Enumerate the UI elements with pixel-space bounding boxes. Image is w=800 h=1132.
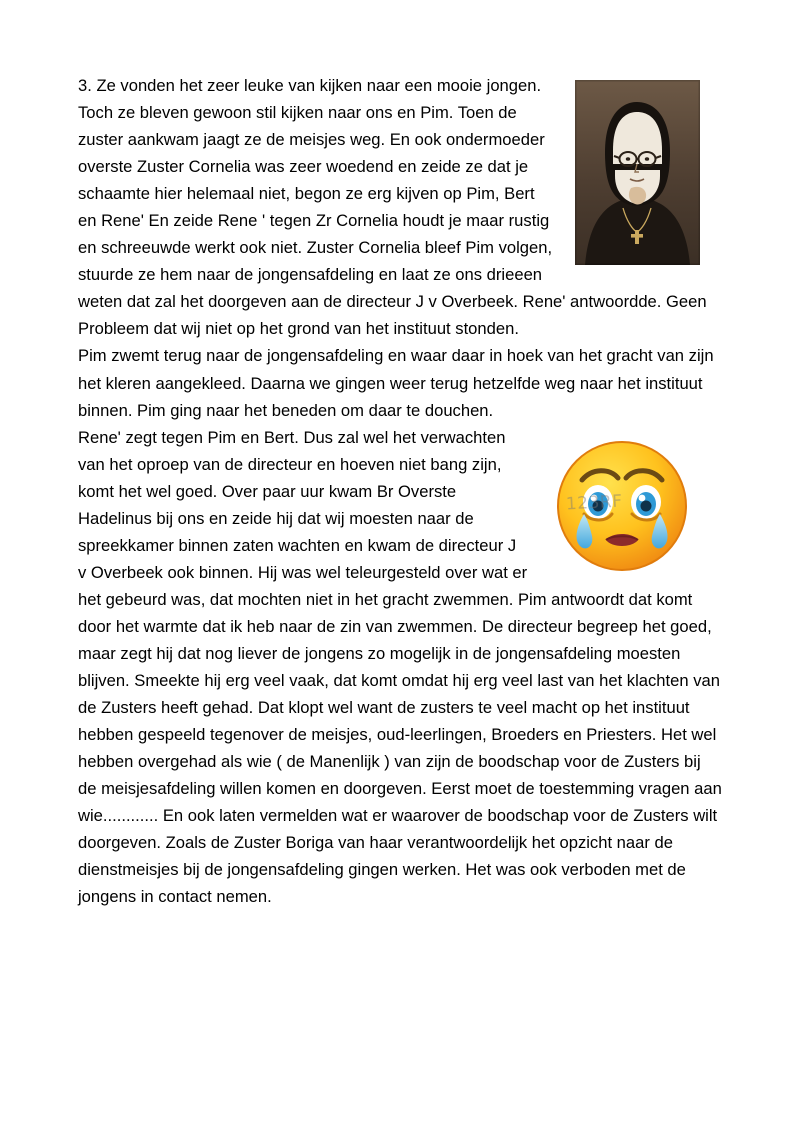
nun-portrait-photo: [575, 80, 700, 265]
crying-face-emoji: [548, 430, 696, 578]
paragraph-1: 3. Ze vonden het zeer leuke van kijken naar een mooie jongen. Toch ze bleven gewoon stil kijken naar ons en Pim. Toen de zuster aankwam jaagt ze de meisjes weg. En ook ondermoeder overste Zuster Cornelia was zeer woedend en zeide ze dat je schaamte hier helemaal niet, begon ze erg kijven op Pim, Bert en Rene' En zeide Rene ' tegen Zr Cornelia houdt je maar rustig en schreeuwde werkt ook niet. Zuster Cornelia bleef Pim volgen, stuurde ze hem naar de jongensafdeling en laat ze ons drieeen weten dat zal het doorgeven aan de directeur J v Overbeek. Rene' antwoordde. Geen Probleem dat wij niet op het grond van het instituut stonden.: [78, 76, 707, 339]
paragraph-2: Pim zwemt terug naar de jongensafdeling en waar daar in hoek van het gracht van zijn het kleren aangekleed. Daarna we gingen weer terug hetzelfde weg naar het instituut binnen. Pim ging naar het beneden om daar te douchen.: [78, 346, 714, 420]
document-body: [78, 72, 722, 910]
paragraph-3: Rene' zegt tegen Pim en Bert. Dus zal wel het verwachten van het oproep van de directeur en hoeven niet bang zijn, komt het wel goed. Over paar uur kwam Br Overste Hadelinus bij ons en zeide hij dat wij moesten naar de spreekkamer binnen zaten wachten en kwam de directeur J v Overbeek ook binnen. Hij was wel teleurgesteld over wat er het gebeurd was, dat mochten niet in het gracht zwemmen. Pim antwoordt dat komt door het warmte dat ik heb naar de zin van zwemmen. De directeur begreep het goed, maar zegt hij dat nog liever de jongens zo mogelijk in de jongensafdeling moesten blijven. Smeekte hij erg veel vaak, dat komt omdat hij erg veel last van het klachten van de Zusters heeft gehad. Dat klopt wel want de zusters te veel macht op het instituut hebben gespeeld tegenover de meisjes, oud-leerlingen, Broeders en Priesters. Het wel hebben overgehad als wie ( de Manenlijk ) van zijn de boodschap voor de Zusters bij de meisjesafdeling willen komen en doorgeven. Eerst moet de toestemming vragen aan wie............ En ook laten vermelden wat er waarover de boodschap voor de Zusters wilt doorgeven. Zoals de Zuster Boriga van haar verantwoordelijk het opzicht naar de dienstmeisjes bij de jongensafdeling gingen werken. Het was ook verboden met de jongens in contact nemen.: [78, 427, 722, 907]
emoji-watermark: 123RF: [565, 491, 623, 515]
